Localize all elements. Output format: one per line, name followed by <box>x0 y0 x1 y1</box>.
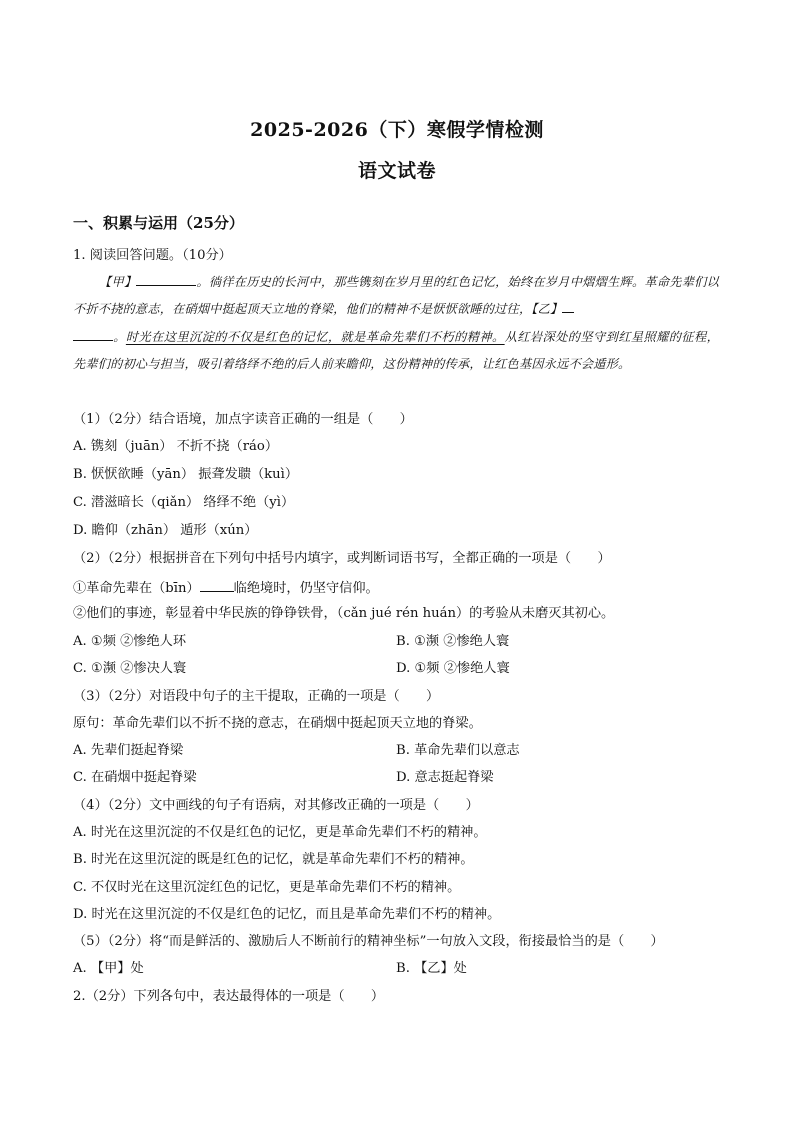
sub4-option-c: C. 不仅时光在这里沉淀红色的记忆，更是革命先辈们不朽的精神。 <box>73 880 461 895</box>
sub3-original: 原句：革命先辈们以不折不挠的意志，在硝烟中挺起顶天立地的脊梁。 <box>73 716 482 731</box>
blank-jia <box>136 271 196 286</box>
pinyin-blank <box>200 577 234 592</box>
sub1-option-b: B. 恹恹欲睡（yān） 振聋发聩（kuì） <box>73 467 299 482</box>
sub3-option-c: C. 在硝烟中挺起脊梁 <box>73 770 197 785</box>
sub3-option-b: B. 革命先辈们以意志 <box>396 743 520 758</box>
sub4-stem: （4）（2分）文中画线的句子有语病，对其修改正确的一项是（ ） <box>73 798 479 813</box>
sub2-option-d: D. ①频 ②惨绝人寰 <box>396 661 510 676</box>
blank-yi-a <box>562 298 574 313</box>
sub3-option-a: A. 先辈们挺起脊梁 <box>73 743 184 758</box>
underlined-sentence: 时光在这里沉淀的不仅是红色的记忆，就是革命先辈们不朽的精神。 <box>125 329 505 344</box>
passage-part-1: 。徜徉在历史的长河中，那些镌刻在岁月里的红色记忆，始终在岁月中熠熠生辉。革命先辈们以不折不挠的意志，在硝烟中挺起顶天立地的脊梁，他们的精神不是恹恹欲睡的过往，【乙】 <box>73 275 719 317</box>
sub2-stem: （2）（2分）根据拼音在下列句中括号内填字，或判断词语书写，全都正确的一项是（ ） <box>73 551 611 566</box>
sub3-stem: （3）（2分）对语段中句子的主干提取，正确的一项是（ ） <box>73 689 440 704</box>
sub2-sentence-1-a: ①革命先辈在（bīn） <box>73 581 200 596</box>
sub2-option-a: A. ①频 ②惨绝人环 <box>73 634 187 649</box>
sub5-option-a: A. 【甲】处 <box>73 961 144 976</box>
passage-part-3: 从红岩深处的坚守到红星照耀的征程，先辈们的初心与担当，吸引着络绎不绝的后人前来瞻仰，这份精神的传承，让红色基因永远不会遁形。 <box>73 329 720 371</box>
exam-subtitle: 语文试卷 <box>357 160 436 182</box>
sub3-option-d: D. 意志挺起脊梁 <box>396 770 494 785</box>
blank-yi-b <box>73 326 113 341</box>
sub4-option-b: B. 时光在这里沉淀的既是红色的记忆，就是革命先辈们不朽的精神。 <box>73 852 474 867</box>
sub4-option-a: A. 时光在这里沉淀的不仅是红色的记忆，更是革命先辈们不朽的精神。 <box>73 825 487 840</box>
question-1-header: 1. 阅读回答问题。（10分） <box>73 248 232 263</box>
sub1-option-a: A. 镌刻（juān） 不折不挠（ráo） <box>73 439 279 454</box>
section-heading: 一、积累与运用（25分） <box>73 214 244 232</box>
passage-part-2: 。 <box>113 329 126 344</box>
reading-passage <box>73 269 719 378</box>
marker-jia: 【甲】 <box>99 275 137 289</box>
exam-title: 2025-2026（下）寒假学情检测 <box>250 119 544 141</box>
sub5-option-b: B. 【乙】处 <box>396 961 467 976</box>
sub2-sentence-2: ②他们的事迹，彰显着中华民族的铮铮铁骨，（cǎn jué rén huán）的考验从未磨灭其初心。 <box>73 606 615 621</box>
question-2-header: 2.（2分）下列各句中，表达最得体的一项是（ ） <box>73 989 385 1004</box>
sub2-option-b: B. ①濒 ②惨绝人寰 <box>396 634 510 649</box>
sub2-sentence-1-b: 临绝境时，仍坚守信仰。 <box>233 581 379 596</box>
sub1-option-d: D. 瞻仰（zhān） 遁形（xún） <box>73 523 258 538</box>
sub1-option-c: C. 潜滋暗长（qiǎn） 络绎不绝（yì） <box>73 495 295 510</box>
sub1-stem: （1）（2分）结合语境，加点字读音正确的一组是（ ） <box>73 412 413 427</box>
sub2-sentence-1 <box>73 577 379 599</box>
sub5-stem: （5）（2分）将“而是鲜活的、激励后人不断前行的精神坐标”一句放入文段，衔接最恰当的是（ ） <box>73 934 664 949</box>
sub4-option-d: D. 时光在这里沉淀的不仅是红色的记忆，而且是革命先辈们不朽的精神。 <box>73 907 501 922</box>
sub2-option-c: C. ①濒 ②惨决人寰 <box>73 661 187 676</box>
